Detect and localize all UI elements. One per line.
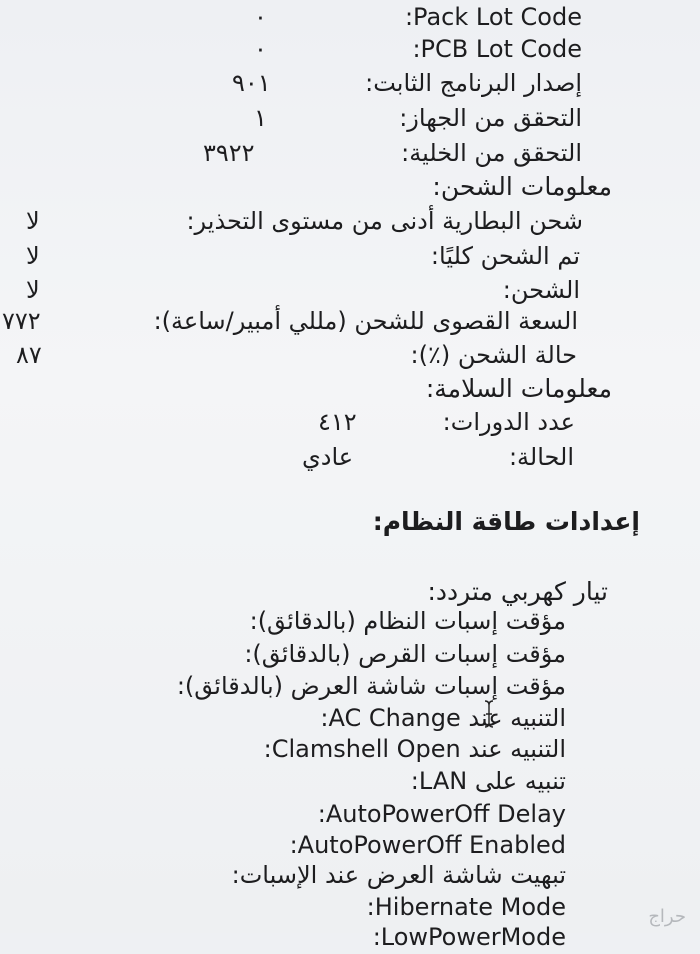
display-dim-on-sleep-label: تبهيت شاشة العرض عند الإسبات:: [231, 861, 566, 889]
hardware-revision-value: ١: [254, 104, 267, 132]
charging-value: لا: [26, 276, 40, 304]
pack-lot-code-label: :Pack Lot Code: [404, 3, 582, 31]
max-capacity-value: ٧٧٢: [2, 307, 41, 335]
health-heading: معلومات السلامة:: [425, 374, 612, 403]
autopoweroff-enabled-label: :AutoPowerOff Enabled: [289, 831, 566, 859]
system-sleep-timer-label: مؤقت إسبات النظام (بالدقائق):: [249, 607, 566, 635]
pcb-lot-code-label: :PCB Lot Code: [412, 35, 582, 63]
below-warning-row: [0, 204, 583, 238]
cell-revision-label: التحقق من الخلية:: [401, 139, 582, 167]
pcb-lot-code-value: ٠: [254, 35, 267, 63]
below-warning-value: لا: [26, 207, 40, 235]
setting-row: [0, 828, 566, 862]
low-power-mode-label: :LowPowerMode: [372, 923, 566, 951]
power-settings-title-row: [0, 505, 640, 539]
wake-on-clamshell-open-label: التنبيه عند Clamshell Open:: [263, 735, 566, 763]
condition-row: [0, 440, 574, 474]
cycle-count-value: ٤١٢: [318, 408, 357, 436]
setting-row: [0, 797, 566, 831]
hardware-revision-label: التحقق من الجهاز:: [399, 104, 582, 132]
setting-row: [0, 890, 566, 924]
fully-charged-row: [0, 239, 580, 273]
cell-revision-row: [0, 136, 582, 170]
ac-power-heading: تيار كهربي متردد:: [427, 577, 608, 606]
firmware-version-row: [0, 66, 582, 100]
pack-lot-code-row: [0, 0, 582, 34]
watermark-logo: حراج: [648, 906, 686, 927]
condition-label: الحالة:: [508, 443, 574, 471]
firmware-version-label: إصدار البرنامج الثابت:: [365, 69, 582, 97]
setting-row: [0, 732, 566, 766]
setting-row: [0, 764, 566, 798]
below-warning-label: شحن البطارية أدنى من مستوى التحذير:: [186, 207, 583, 235]
fully-charged-value: لا: [26, 242, 40, 270]
fully-charged-label: تم الشحن كليًا:: [430, 242, 580, 270]
max-capacity-label: السعة القصوى للشحن (مللي أمبير/ساعة):: [153, 307, 578, 335]
setting-row: [0, 637, 566, 671]
cycle-count-row: [0, 405, 575, 439]
wake-on-ac-change-label: التنبيه عند AC Change:: [320, 704, 566, 732]
charge-info-heading-row: [0, 170, 612, 204]
display-sleep-timer-label: مؤقت إسبات شاشة العرض (بالدقائق):: [176, 672, 566, 700]
setting-row: [0, 858, 566, 892]
cycle-count-label: عدد الدورات:: [442, 408, 575, 436]
hibernate-mode-label: :Hibernate Mode: [366, 893, 566, 921]
text-cursor-icon: [484, 700, 494, 728]
disk-sleep-timer-label: مؤقت إسبات القرص (بالدقائق):: [244, 640, 566, 668]
cell-revision-value: ٣٩٢٢: [203, 139, 255, 167]
autopoweroff-delay-label: :AutoPowerOff Delay: [317, 800, 566, 828]
hardware-revision-row: [0, 101, 582, 135]
power-settings-title: إعدادات طاقة النظام:: [372, 507, 640, 536]
condition-value: عادي: [302, 443, 354, 471]
charging-label: الشحن:: [502, 276, 580, 304]
setting-row: [0, 920, 566, 954]
charge-percent-label: حالة الشحن (٪):: [410, 341, 577, 369]
firmware-version-value: ٩٠١: [232, 69, 271, 97]
charging-row: [0, 273, 580, 307]
setting-row: [0, 701, 566, 735]
charge-percent-value: ٨٧: [16, 341, 42, 369]
setting-row: [0, 669, 566, 703]
charge-percent-row: [0, 338, 577, 372]
pack-lot-code-value: ٠: [254, 3, 267, 31]
setting-row: [0, 604, 566, 638]
health-heading-row: [0, 372, 612, 406]
max-capacity-row: [0, 304, 578, 338]
charge-info-heading: معلومات الشحن:: [432, 172, 612, 201]
wake-on-lan-label: تنبيه على LAN:: [410, 767, 566, 795]
pcb-lot-code-row: [0, 32, 582, 66]
